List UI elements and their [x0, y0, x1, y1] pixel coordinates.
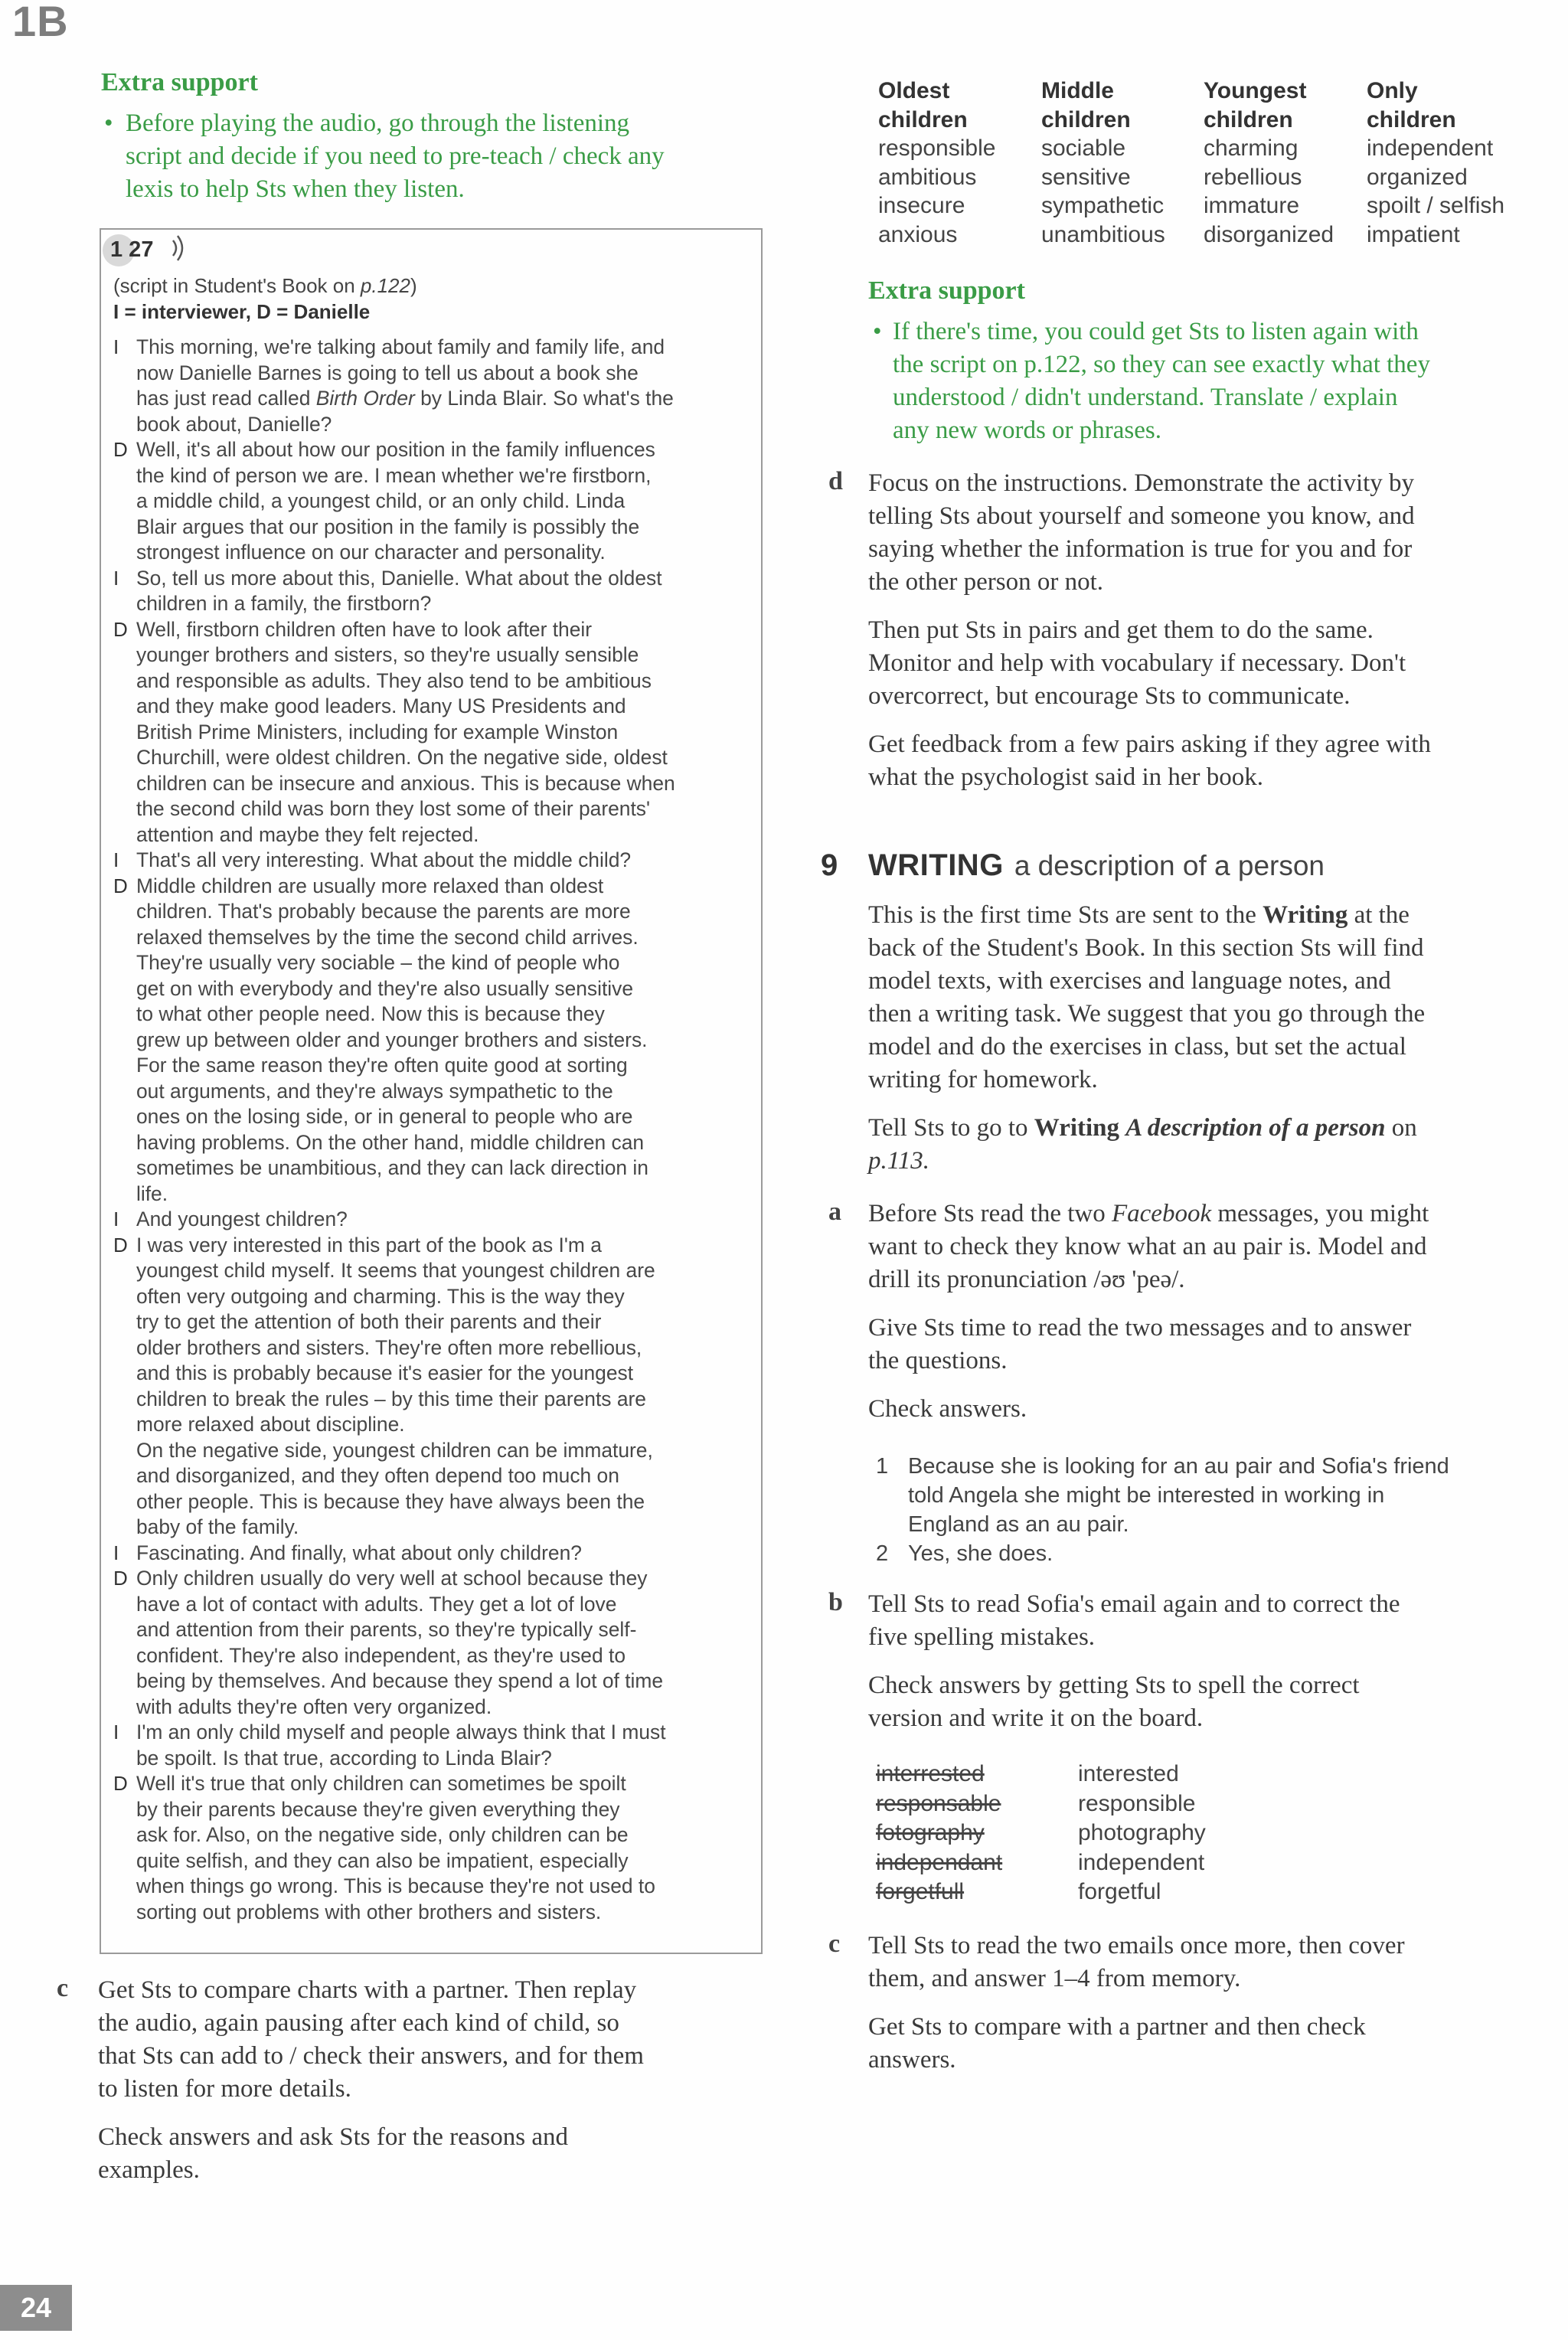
exercise-letter: b: [828, 1588, 843, 1616]
script-turn: [113, 566, 746, 617]
audio-track-label: 1 27: [110, 237, 154, 262]
speaker-label: D: [113, 874, 128, 897]
script-turn: [113, 1566, 746, 1720]
section-9-intro: This is the first time Sts are sent to the Writing at the back of the Student's Book. In this section Sts will find model texts, with exercises and language notes, and then a writing task. We suggest that you go through the model and do the exercises in class, but set the actual writing for homework. Tell Sts to go to Writing A description of a person on p.113.: [868, 901, 1426, 1175]
speech-text: Only children usually do very well at school because they have a lot of contact with adults. They get a lot of love and attention from their parents, so they're typically self- confident. They're also independent, as they're used to being by themselves. And because they spend a lot of time with adults they're often very organized.: [136, 1567, 664, 1718]
page-number: 24: [0, 2285, 72, 2331]
extra-support-text: If there's time, you could get Sts to listen again with the script on p.122, so they can see exactly what they understood / didn't understand. Translate / explain any new words or phrases.: [893, 318, 1430, 444]
speaker-label: I: [113, 1541, 119, 1564]
bullet: •: [104, 109, 113, 137]
speech-text: So, tell us more about this, Danielle. What about the oldest children in a family, the firstborn?: [136, 566, 662, 615]
speaker-label: D: [113, 1772, 128, 1795]
script-turn: [113, 1720, 746, 1771]
exercise-d-text: Focus on the instructions. Demonstrate the activity by telling Sts about yourself and someone you know, and saying whether the information is true for you and for the other person or not. Then put Sts in pairs and get them to do the same. Monitor and help with vocabulary if necessary. Don't overcorrect, but encourage Sts to communicate. Get feedback from a few pairs asking if they agree with what the psychologist said in her book.: [868, 469, 1431, 791]
section-number: 9: [821, 848, 838, 882]
exercise-letter: a: [828, 1198, 841, 1226]
table-col-only: Only children independent organized spoilt / selfish impatient: [1367, 78, 1505, 247]
speaker-label: D: [113, 1233, 128, 1257]
speaker-label: D: [113, 438, 128, 461]
speaker-label: I: [113, 848, 119, 871]
script-turn: [113, 1207, 746, 1233]
speaker-label: I: [113, 335, 119, 358]
extra-support-text: Before playing the audio, go through the listening script and decide if you need to pre-teach / check any lexis to help Sts when they listen.: [126, 109, 665, 203]
speaker-label: I: [113, 1721, 119, 1744]
script-turn: [113, 1771, 746, 1925]
table-col-youngest: Youngest children charming rebellious immature disorganized: [1204, 78, 1334, 247]
speech-text: This morning, we're talking about family and family life, and now Danielle Barnes is going to tell us about a book she has just read called Birth Order by Linda Blair. So what's the book about, Danielle?: [136, 335, 674, 436]
answer-list: [876, 1452, 1542, 1568]
speech-text: Fascinating. And finally, what about only children?: [136, 1541, 582, 1564]
script-turn: [113, 437, 746, 566]
misspelled-words: interrested responsable fotography independant forgetfull: [876, 1761, 1003, 1904]
bullet: •: [873, 318, 882, 345]
exercise-letter: c: [57, 1974, 69, 2002]
script-key: I = interviewer, D = Danielle: [113, 300, 371, 323]
exercise-letter: c: [828, 1930, 841, 1958]
speaker-label: I: [113, 1208, 119, 1230]
script-turn: [113, 874, 746, 1208]
exercise-c-text: Get Sts to compare charts with a partner. Then replay the audio, again pausing after each kind of child, so that Sts can add to / check their answers, and for them to listen for more details. Check answers and ask Sts for the reasons and examples.: [98, 1976, 644, 2184]
section-heading: WRITING a description of a person: [868, 848, 1325, 882]
speech-text: And youngest children?: [136, 1208, 348, 1230]
exercise-letter: d: [828, 467, 843, 495]
script-turn: [113, 335, 746, 437]
speaker-label: D: [113, 617, 128, 641]
script-turns: [113, 335, 746, 1925]
exercise-a-text: Before Sts read the two Facebook messages, you might want to check they know what an au pair is. Model and drill its pronunciation /əʊ 'peə/. Give Sts time to read the two messages and to answer the questions. Check answers.: [868, 1200, 1429, 1423]
speech-text: Middle children are usually more relaxed than oldest children. That's probably because the parents are more relaxed themselves by the time the second child arrives. They're usually very sociable – the kind of people who get on with everybody and they're also usually sensitive to what other people need. Now this is because they grew up between older and younger brothers and sisters. For the same reason they're often quite good at sorting out arguments, and they're always sympathetic to the ones on the losing side, or in general to people who are having problems. On the other hand, middle children can sometimes be unambitious, and they can lack direction in life.: [136, 874, 648, 1205]
script-reference: (script in Student's Book on p.122): [113, 274, 417, 297]
corrected-words: interested responsible photography independent forgetful: [1078, 1761, 1206, 1904]
exercise-b-text: Tell Sts to read Sofia's email again and to correct the five spelling mistakes. Check answers by getting Sts to spell the correct version and write it on the board.: [868, 1590, 1400, 1732]
script-turn: [113, 617, 746, 848]
script-turn: [113, 1233, 746, 1541]
audio-icon: [170, 231, 190, 269]
unit-badge: 1B: [12, 0, 69, 45]
speaker-label: I: [113, 566, 119, 590]
speech-text: I'm an only child myself and people always think that I must be spoilt. Is that true, according to Linda Blair?: [136, 1721, 666, 1770]
exercise-c2-text: Tell Sts to read the two emails once more, then cover them, and answer 1–4 from memory. Get Sts to compare with a partner and then check answers.: [868, 1932, 1405, 2074]
table-col-middle: Middle children sociable sensitive sympathetic unambitious: [1041, 78, 1165, 247]
speech-text: That's all very interesting. What about the middle child?: [136, 848, 632, 871]
speech-text: Well, firstborn children often have to look after their younger brothers and sisters, so they're usually sensible and responsible as adults. They also tend to be ambitious and they make good leaders. Many US Presidents and British Prime Ministers, including for example Winston Churchill, were oldest children. On the negative side, oldest children can be insecure and anxious. This is because when the second child was born they lost some of their parents' attention and maybe they felt rejected.: [136, 617, 675, 846]
script-turn: [113, 1541, 746, 1567]
speaker-label: D: [113, 1567, 128, 1590]
speech-text: Well, it's all about how our position in the family influences the kind of person we are. I mean whether we're firstborn, a middle child, a youngest child, or an only child. Linda Blair argues that our position in the family is possibly the strongest influence on our character and personality.: [136, 438, 655, 564]
answer-item: 1 Because she is looking for an au pair and Sofia's friend told Angela she might be interested in working in England as an au pair.: [876, 1454, 1449, 1537]
script-turn: [113, 848, 746, 874]
extra-support-heading: Extra support: [868, 276, 1025, 305]
speech-text: Well it's true that only children can sometimes be spoilt by their parents because they're given everything they ask for. Also, on the negative side, only children can be quite selfish, and they can also be impatient, especially when things go wrong. This is because they're not used to sorting out problems with other brothers and sisters.: [136, 1772, 655, 1923]
speech-text: I was very interested in this part of the book as I'm a youngest child myself. It seems that youngest children are often very outgoing and charming. This is the way they try to get the attention of both their parents and their older brothers and sisters. They're often more rebellious, and this is probably because it's easier for the youngest children to break the rules – by this time their parents are more relaxed about discipline. On the negative side, youngest children can be immature, and disorganized, and they often depend too much on other people. This is because they have always been the baby of the family.: [136, 1233, 655, 1538]
extra-support-heading: Extra support: [101, 68, 258, 96]
table-col-oldest: Oldest children responsible ambitious insecure anxious: [878, 78, 996, 247]
answer-item: 2 Yes, she does.: [876, 1541, 1054, 1566]
